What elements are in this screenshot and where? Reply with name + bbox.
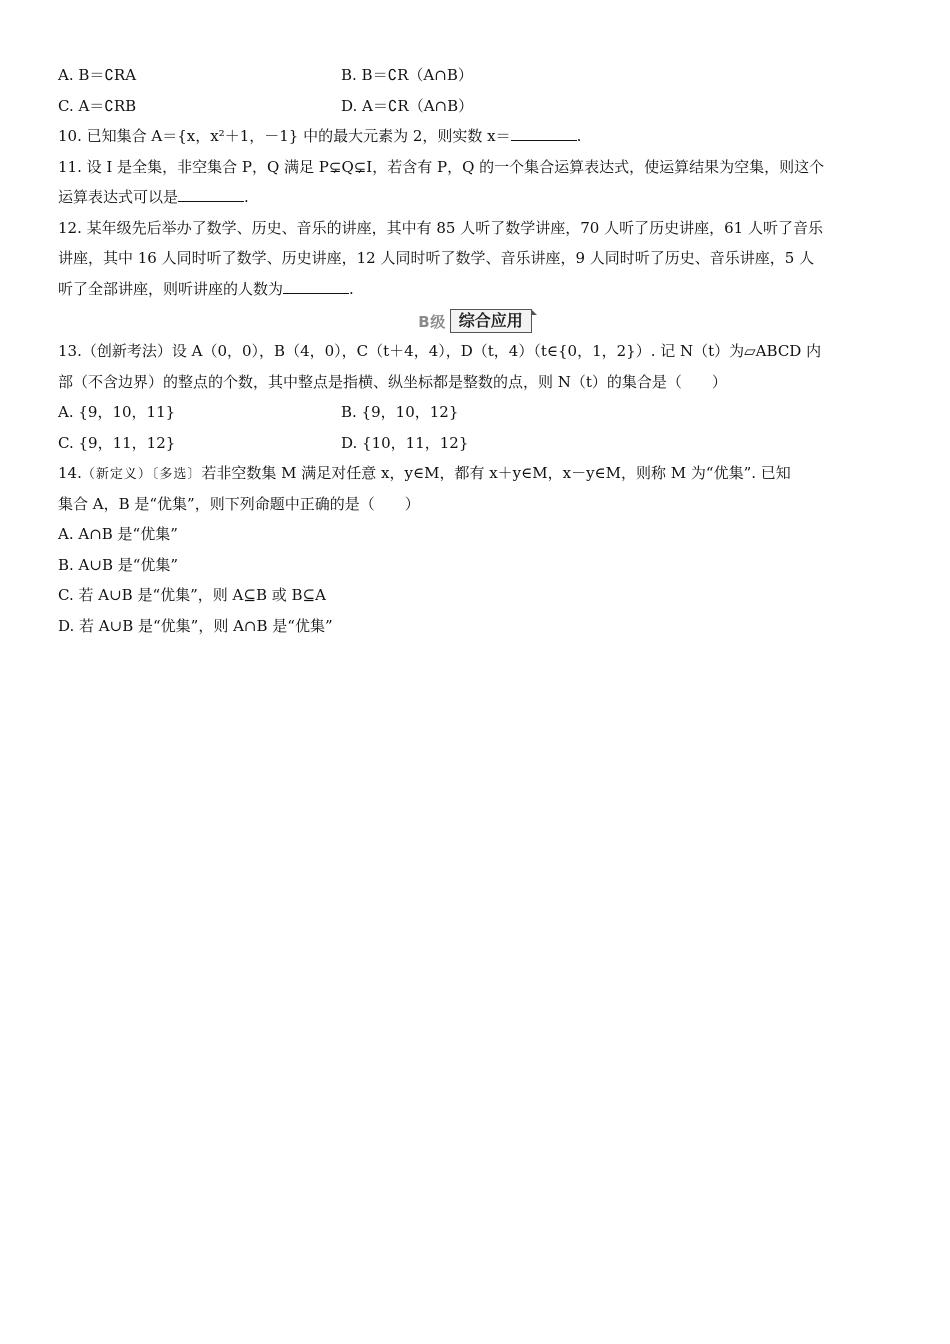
q14-line-1 [58, 458, 892, 489]
q14-option-d: D. 若 A∪B 是“优集”，则 A∩B 是“优集” [58, 616, 333, 635]
q10-prompt: 10. 已知集合 A＝{x，x²＋1，－1} 中的最大元素为 2，则实数 x＝ [58, 127, 511, 145]
q11-prompt-end: 运算表达式可以是 [58, 188, 179, 206]
q12-line-3 [58, 274, 892, 305]
q9-option-c: C. A＝∁RB [58, 96, 137, 115]
q14-line-2: 集合 A，B 是“优集”，则下列命题中正确的是（ ） [58, 494, 420, 513]
q12-end: . [349, 279, 354, 298]
q11-line-1: 11. 设 I 是全集，非空集合 P，Q 满足 P⊊Q⊊I，若含有 P，Q 的一个集合运算表达式，使运算结果为空集，则这个 [58, 157, 825, 176]
section-title: 综合应用 [450, 309, 532, 333]
q9-option-d: D. A＝∁R（A∩B） [341, 96, 474, 115]
q12-line-2: 讲座，其中 16 人同时听了数学、历史讲座，12 人同时听了数学、音乐讲座，9 人同时听了历史、音乐讲座，5 人 [58, 249, 815, 267]
q13-line-1: 13.（创新考法）设 A（0，0），B（4，0），C（t＋4，4），D（t，4）（t∈{0，1，2}）. 记 N（t）为▱ABCD 内 [58, 342, 822, 360]
q14-option-c: C. 若 A∪B 是“优集”，则 A⊆B 或 B⊆A [58, 586, 326, 604]
worksheet-page [58, 60, 892, 641]
q14-stem-start: 若非空数集 M 满足对任意 x，y∈M，都有 x＋y∈M，x－y∈M，则称 M 为“优集”. 已知 [201, 464, 791, 482]
q13-options-row-1 [58, 397, 892, 428]
q12-line-1: 12. 某年级先后举办了数学、历史、音乐的讲座，其中有 85 人听了数学讲座，70 人听了历史讲座，61 人听了音乐 [58, 218, 823, 237]
q10-text [58, 121, 892, 152]
q9-option-a: A. B＝∁RA [58, 66, 137, 84]
q11-answer-blank [178, 187, 244, 202]
q14-tag-multiple-choice: 〔多选〕 [151, 467, 202, 482]
q10-answer-blank [511, 126, 577, 141]
q14-number: 14. [58, 464, 82, 482]
q11-end: . [244, 188, 249, 206]
q13-option-b: B. {9，10，12} [341, 403, 459, 421]
q12-answer-blank [283, 279, 349, 294]
section-b-banner [58, 306, 892, 336]
q13-option-c: C. {9，11，12} [58, 433, 176, 452]
section-level-label: B级 [418, 312, 446, 331]
q9-option-b: B. B＝∁R（A∩B） [341, 66, 473, 84]
q12-prompt-end: 听了全部讲座，则听讲座的人数为 [58, 279, 284, 298]
q10-end: . [576, 127, 582, 145]
q13-option-d: D. {10，11，12} [341, 433, 469, 452]
q14-option-a: A. A∩B 是“优集” [58, 525, 178, 543]
q14-tag-new-definition: （新定义） [81, 467, 152, 482]
q9-options-row-2 [58, 91, 892, 122]
q13-line-2: 部（不含边界）的整点的个数，其中整点是指横、纵坐标都是整数的点，则 N（t）的集合是（ ） [58, 372, 727, 391]
q14-option-b: B. A∪B 是“优集” [58, 555, 179, 574]
q13-options-row-2 [58, 428, 892, 459]
q13-option-a: A. {9，10，11} [58, 403, 176, 421]
q11-line-2 [58, 182, 892, 213]
q9-options-row-1 [58, 60, 892, 91]
